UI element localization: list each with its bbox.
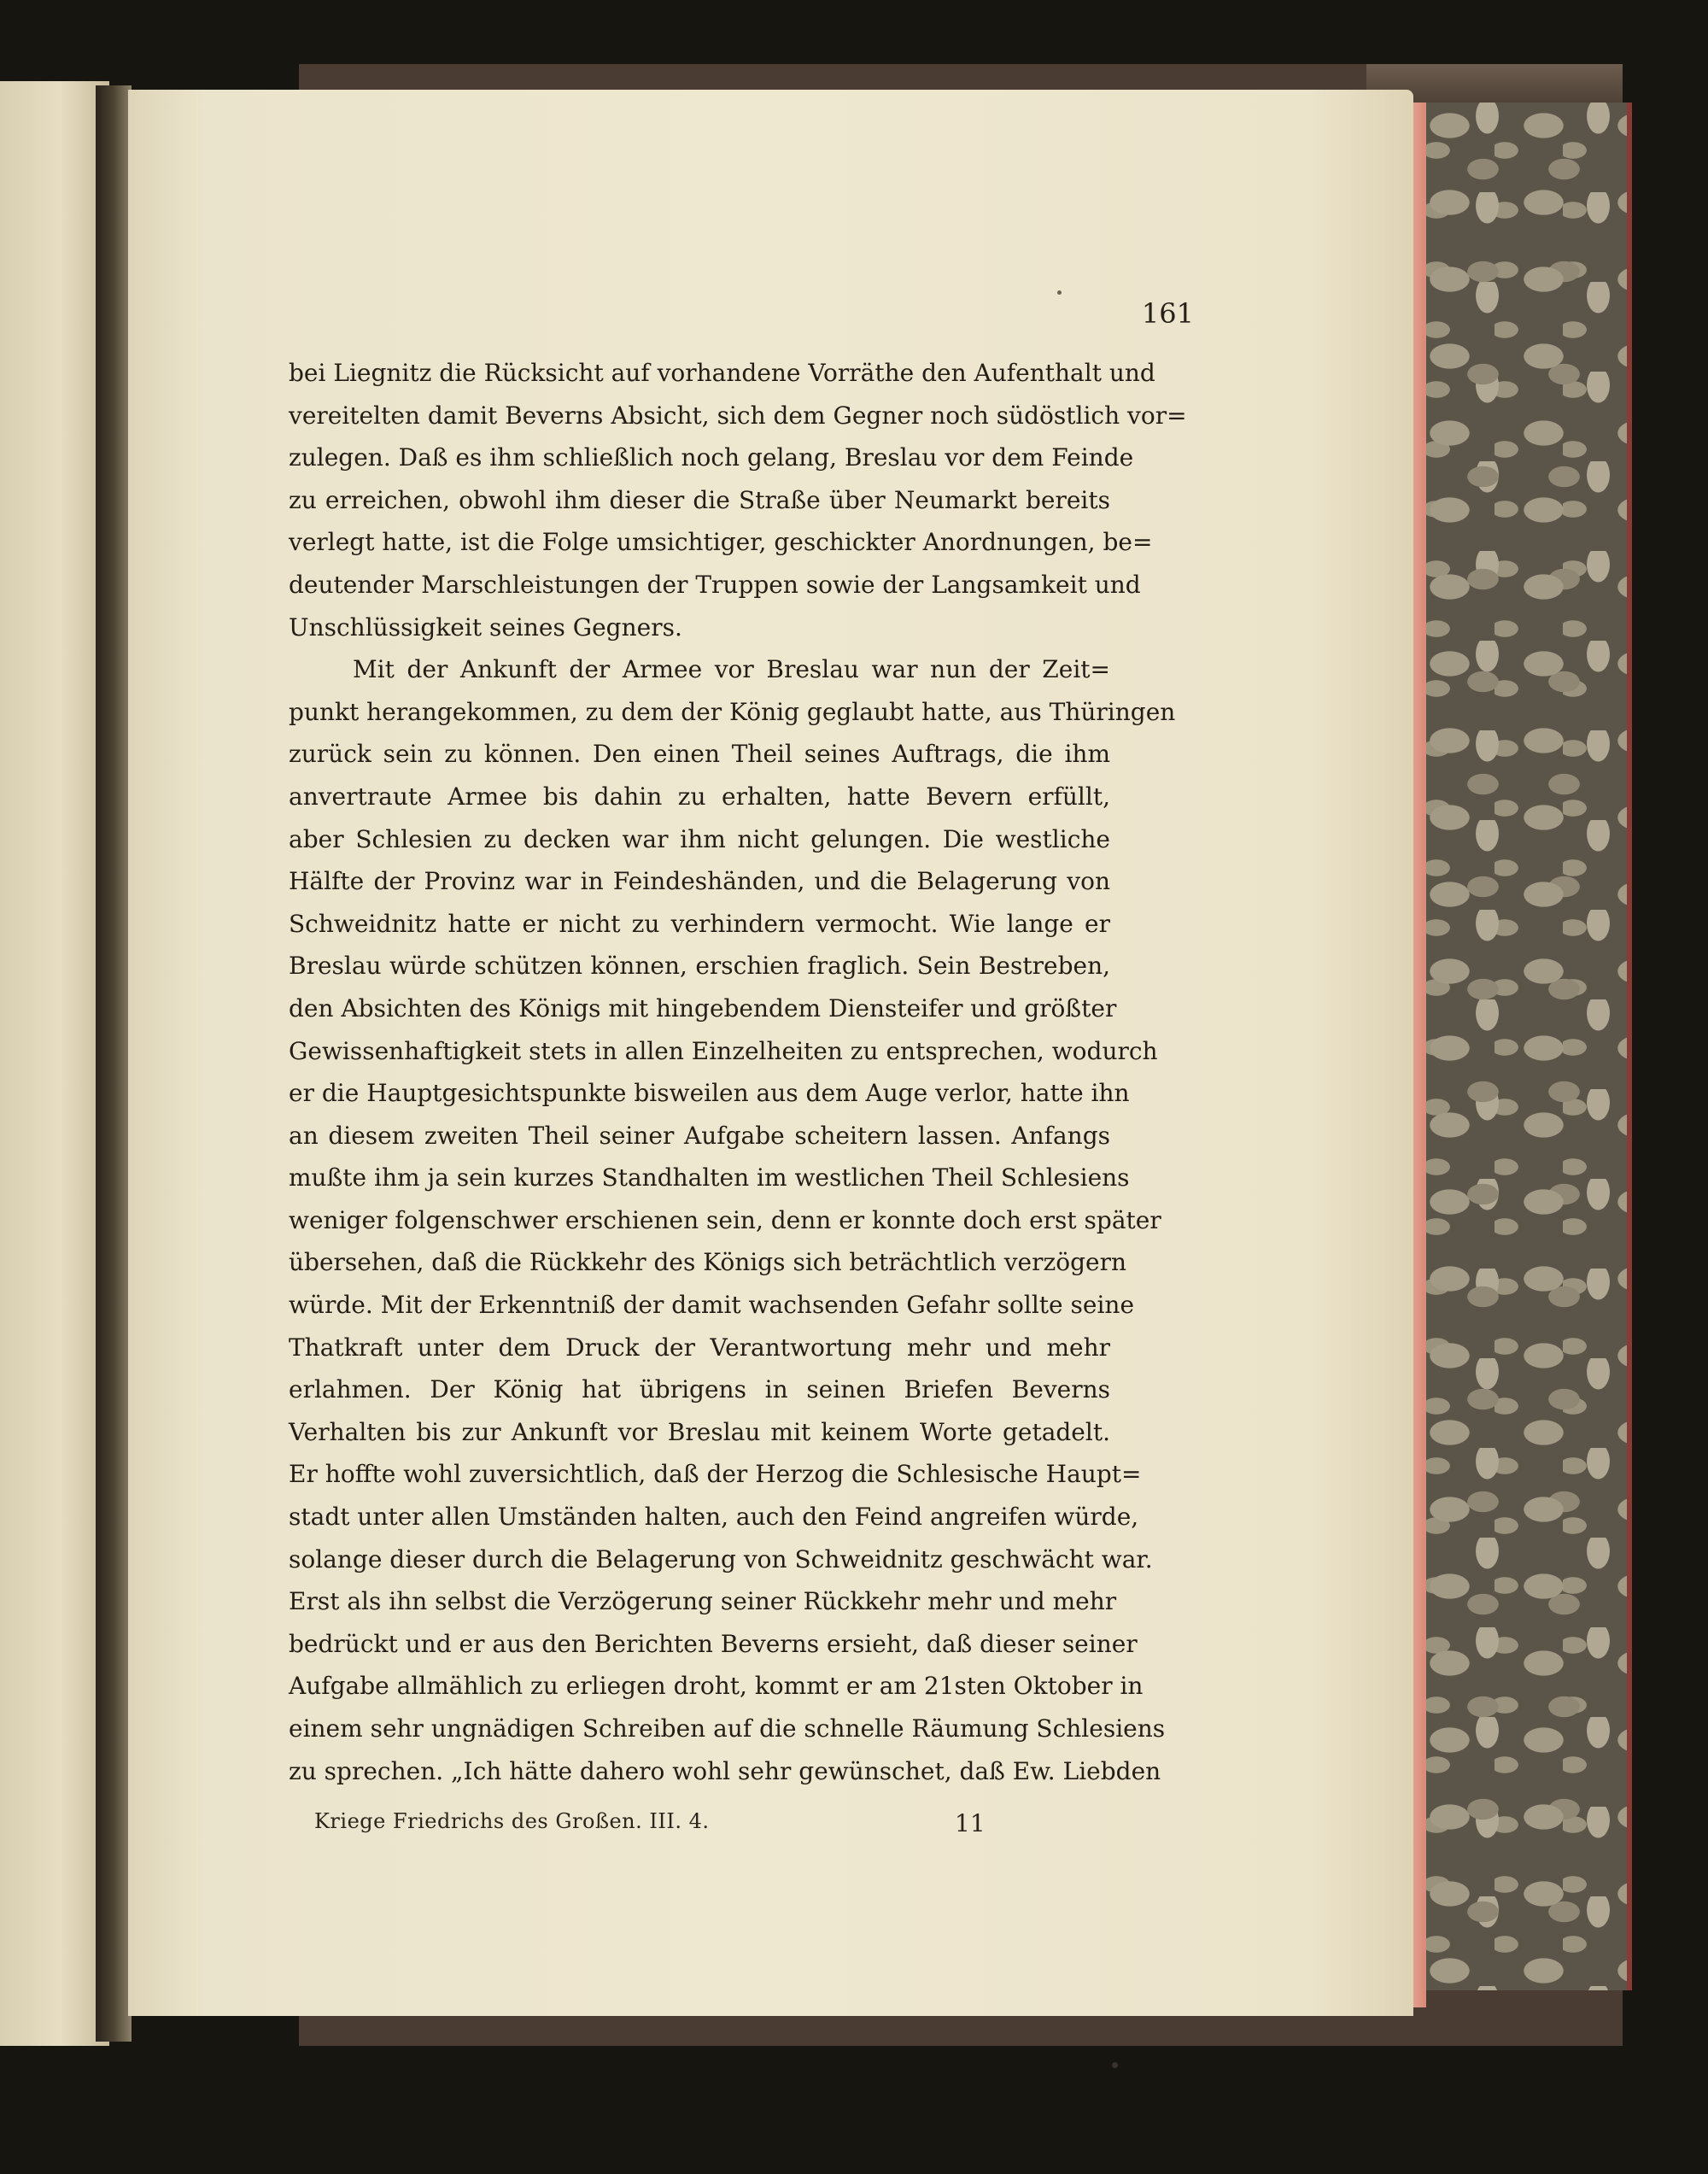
- text-line: anvertraute Armee bis dahin zu erhalten, hatte Bevern erfüllt,: [289, 782, 1110, 811]
- page-number: 161: [1141, 297, 1194, 330]
- text-line: verlegt hatte, ist die Folge umsichtiger, geschickter Anordnungen, be=: [289, 528, 1153, 557]
- text-line: zu sprechen. „Ich hätte dahero wohl sehr gewünschet, daß Ew. Liebden: [289, 1756, 1161, 1785]
- text-line: aber Schlesien zu decken war ihm nicht gelungen. Die westliche: [289, 824, 1110, 853]
- text-line: Breslau würde schützen können, erschien fraglich. Sein Bestreben,: [289, 952, 1110, 981]
- text-line: Gewissenhaftigkeit stets in allen Einzelheiten zu entsprechen, wodurch: [289, 1036, 1158, 1065]
- page-gutter: [96, 85, 132, 2042]
- text-line: zulegen. Daß es ihm schließlich noch gelang, Breslau vor dem Feinde: [289, 443, 1134, 472]
- text-line: erlahmen. Der König hat übrigens in seinen Briefen Beverns: [289, 1375, 1110, 1404]
- text-line: zu erreichen, obwohl ihm dieser die Straße über Neumarkt bereits: [289, 485, 1110, 514]
- text-line: stadt unter allen Umständen halten, auch den Feind angreifen würde,: [289, 1503, 1139, 1532]
- text-line: Erst als ihn selbst die Verzögerung seiner Rückkehr mehr und mehr: [289, 1587, 1117, 1616]
- text-line: Schweidnitz hatte er nicht zu verhindern vermocht. Wie lange er: [289, 909, 1110, 938]
- body-text: [289, 352, 1187, 1792]
- text-line: den Absichten des Königs mit hingebendem Diensteifer und größter: [289, 993, 1117, 1023]
- text-line: Er hoffte wohl zuversichtlich, daß der Herzog die Schlesische Haupt=: [289, 1460, 1142, 1489]
- text-line: an diesem zweiten Theil seiner Aufgabe scheitern lassen. Anfangs: [289, 1121, 1110, 1150]
- footer-signature: 11: [955, 1809, 986, 1837]
- text-line: solange dieser durch die Belagerung von Schweidnitz geschwächt war.: [289, 1544, 1153, 1573]
- text-line: deutender Marschleistungen der Truppen sowie der Langsamkeit und: [289, 570, 1141, 599]
- text-line: Hälfte der Provinz war in Feindeshänden, und die Belagerung von: [289, 867, 1110, 896]
- text-line: Unschlüssigkeit seines Gegners.: [289, 612, 682, 642]
- text-line: bei Liegnitz die Rücksicht auf vorhandene Vorräthe den Aufenthalt und: [289, 359, 1155, 387]
- text-line: einem sehr ungnädigen Schreiben auf die schnelle Räumung Schlesiens: [289, 1714, 1166, 1743]
- text-line: Thatkraft unter dem Druck der Verantwortung mehr und mehr: [289, 1333, 1110, 1362]
- paper-speck: [1112, 2062, 1118, 2068]
- text-line: punkt herangekommen, zu dem der König geglaubt hatte, aus Thüringen: [289, 697, 1176, 726]
- text-line: Verhalten bis zur Ankunft vor Breslau mit keinem Worte getadelt.: [289, 1417, 1110, 1446]
- text-line: Aufgabe allmählich zu erliegen droht, kommt er am 21sten Oktober in: [289, 1672, 1144, 1701]
- text-line: zurück sein zu können. Den einen Theil seines Auftrags, die ihm: [289, 740, 1110, 769]
- footer-title: Kriege Friedrichs des Großen. III. 4.: [314, 1809, 710, 1833]
- text-line: bedrückt und er aus den Berichten Beverns ersieht, daß dieser seiner: [289, 1629, 1138, 1658]
- text-line: vereitelten damit Beverns Absicht, sich dem Gegner noch südöstlich vor=: [289, 401, 1187, 430]
- paper-speck: [1057, 290, 1062, 295]
- marbled-cover-board: [1426, 103, 1632, 1990]
- left-page-edge: [0, 81, 109, 2046]
- text-line: weniger folgenschwer erschienen sein, denn er konnte doch erst später: [289, 1205, 1161, 1234]
- text-line: mußte ihm ja sein kurzes Standhalten im westlichen Theil Schlesiens: [289, 1163, 1130, 1192]
- text-line: würde. Mit der Erkenntniß der damit wachsenden Gefahr sollte seine: [289, 1291, 1135, 1320]
- text-line: er die Hauptgesichtspunkte bisweilen aus dem Auge verlor, hatte ihn: [289, 1079, 1130, 1108]
- text-line: Mit der Ankunft der Armee vor Breslau war nun der Zeit=: [353, 655, 1110, 684]
- text-line: übersehen, daß die Rückkehr des Königs sich beträchtlich verzögern: [289, 1248, 1126, 1277]
